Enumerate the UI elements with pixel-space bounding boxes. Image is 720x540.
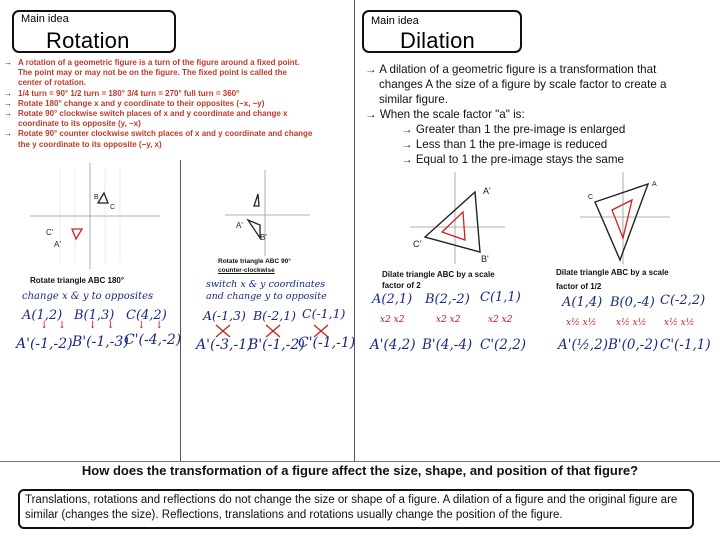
dilation-title: Dilation xyxy=(400,28,475,53)
rotation-example2-rule-line2: and change y to opposite xyxy=(206,291,327,302)
arrow-icon: → xyxy=(4,109,12,119)
dilation-example1-work-c: x2 x2 xyxy=(488,315,513,325)
answer-box: Translations, rotations and reflections do not change the size or shape of a figure. A dilation of a figure and the original figure are similar (changes the size). Reflections, translations and rotations usually change the position of the figure. xyxy=(18,489,694,529)
arrow-icon: → xyxy=(401,138,413,151)
dilation-example1-post-c: C'(2,2) xyxy=(480,337,527,353)
rotation-example1-post-b: B'(-1,-3) xyxy=(72,334,129,350)
rotation-note-line: A rotation of a geometric figure is a turn of the figure around a fixed point. xyxy=(18,58,300,67)
rotation-notes xyxy=(4,58,348,156)
dilation-example1-caption-line1: Dilate triangle ABC by a scale xyxy=(382,270,495,279)
question-heading: How does the transformation of a figure affect the size, shape, and position of that figure? xyxy=(81,463,639,478)
rotation-example2-post-b: B'(-1,-2) xyxy=(248,337,305,353)
dilation-note-line: similar figure. xyxy=(379,93,448,106)
rotation-note-line: The point may or may not be on the figure. The fixed point is called the xyxy=(18,68,287,78)
dilation-scale-half-graph xyxy=(560,172,720,267)
rotation-example1-pre-b: B(1,3) xyxy=(74,308,115,323)
dilation-note-line: Less than 1 the pre-image is reduced xyxy=(415,138,608,151)
dilation-example2-post-c: C'(-1,1) xyxy=(660,337,711,353)
dilation-example2-post-b: B'(0,-2) xyxy=(608,337,659,353)
arrow-icon: → xyxy=(401,123,413,136)
svg-text:C: C xyxy=(110,204,116,211)
svg-text:A': A' xyxy=(54,240,61,249)
dilation-example2-caption-line2: factor of 1/2 xyxy=(556,282,602,291)
rotation-note-line: coordinate to its opposite (y, −x) xyxy=(18,119,141,129)
rotation-main-label: Main idea xyxy=(21,13,69,25)
rotation-note-line: Rotate 90° counter clockwise switch places of x and y coordinate and change xyxy=(18,129,313,139)
rotation-example1-rule: change x & y to opposites xyxy=(22,291,154,302)
dilation-example1-pre-b: B(2,-2) xyxy=(425,292,470,307)
rotation-example1-pre-a: A(1,2) xyxy=(22,308,63,323)
dilation-example2-work-a: x½ x½ xyxy=(566,318,597,328)
arrow-icon: → xyxy=(4,88,12,98)
svg-text:B: B xyxy=(94,194,99,201)
dilation-note-line: Greater than 1 the pre-image is enlarged xyxy=(415,123,626,136)
rotation-example2-caption-line2: counter-clockwise xyxy=(218,267,275,274)
bottom-divider xyxy=(0,461,720,462)
rotation-example2-pre-b: B(-2,1) xyxy=(253,308,297,323)
arrow-icon: → xyxy=(4,98,12,108)
svg-text:B': B' xyxy=(481,254,489,264)
rotation-note-line: Rotate 90° clockwise switch places of x and y coordinate and change x xyxy=(18,109,288,119)
rotation-title: Rotation xyxy=(46,28,130,53)
triangle-abc xyxy=(595,184,648,260)
svg-text:B': B' xyxy=(260,233,267,242)
triangle-abc-image xyxy=(248,220,260,238)
triangle-abc xyxy=(442,212,465,240)
rotation-example1-post-a: A'(-1,-2) xyxy=(16,336,73,352)
rotation-note-line: 1/4 turn = 90° 1/2 turn = 180° 3/4 turn = 270° full turn = 360° xyxy=(18,88,240,98)
arrow-icon: → xyxy=(4,58,12,67)
dilation-example1-caption-line2: factor of 2 xyxy=(382,281,421,290)
rotation-example2-pre-a: A(-1,3) xyxy=(203,308,246,323)
arrow-icon: → xyxy=(401,153,413,166)
rotation-note-line: Rotate 180° change x and y coordinate to their opposites (−x, −y) xyxy=(18,98,265,108)
rotation-example2-rule-line1: switch x & y coordinates xyxy=(206,279,326,290)
dilation-example1-pre-a: A(2,1) xyxy=(372,292,413,307)
svg-text:A: A xyxy=(652,181,657,188)
arrow-icon: → xyxy=(365,63,377,76)
dilation-example1-pre-c: C(1,1) xyxy=(480,290,521,305)
dilation-example2-work-c: x½ x½ xyxy=(664,318,695,328)
dilation-example2-pre-c: C(-2,2) xyxy=(660,293,706,308)
rotation-example2-caption-line1: Rotate triangle ABC 90° xyxy=(218,258,291,265)
rotation-note-line: center of rotation. xyxy=(18,78,87,88)
svg-text:A': A' xyxy=(483,186,491,196)
rotation-example1-arrows: ↓ ↓ ↓ ↓ ↓ ↓ xyxy=(40,320,164,331)
rotation-example1-caption: Rotate triangle ABC 180° xyxy=(30,276,125,285)
dilation-example2-post-a: A'(½,2) xyxy=(558,337,608,353)
dilation-note-line: A dilation of a geometric figure is a transformation that xyxy=(379,63,657,76)
svg-text:C': C' xyxy=(46,228,54,237)
dilation-note-line: Equal to 1 the pre-image stays the same xyxy=(415,153,624,166)
dilation-scale-2-graph xyxy=(395,172,565,267)
svg-text:C: C xyxy=(588,194,594,201)
rotation-180-graph xyxy=(10,163,190,273)
rotation-note-line: the y coordinate to its opposite (−y, x) xyxy=(18,139,162,149)
dilation-example2-caption-line1: Dilate triangle ABC by a scale xyxy=(556,268,669,277)
rotation-example2-pre-c: C(-1,1) xyxy=(302,306,346,321)
rotation-example2-post-a: A'(-3,-1) xyxy=(196,337,253,353)
dilation-example2-work-b: x½ x½ xyxy=(616,318,647,328)
rotation-example1-post-c: C'(-4,-2) xyxy=(124,332,182,348)
dilation-example1-post-b: B'(4,-4) xyxy=(422,337,473,353)
svg-text:A': A' xyxy=(236,221,243,230)
dilation-main-label: Main idea xyxy=(371,15,419,27)
svg-text:C': C' xyxy=(413,239,422,249)
dilation-example1-work-a: x2 x2 xyxy=(380,315,405,325)
dilation-note-line: When the scale factor "a" is: xyxy=(379,108,525,121)
dilation-example1-work-b: x2 x2 xyxy=(436,315,461,325)
rotation-example1-pre-c: C(4,2) xyxy=(126,308,167,323)
triangle-abc xyxy=(254,194,259,206)
dilation-example2-pre-a: A(1,4) xyxy=(562,295,603,310)
arrow-icon: → xyxy=(4,129,12,139)
rotation-90-ccw-graph xyxy=(190,170,360,260)
dilation-example2-pre-b: B(0,-4) xyxy=(610,295,655,310)
triangle-abc-image xyxy=(612,200,632,238)
triangle-abc-image xyxy=(72,229,82,239)
dilation-notes xyxy=(365,62,710,167)
triangle-abc xyxy=(98,193,108,203)
dilation-example1-post-a: A'(4,2) xyxy=(370,337,416,353)
rotation-example2-post-c: C'(-1,-1) xyxy=(298,335,356,351)
arrow-icon: → xyxy=(365,108,377,121)
dilation-note-line: changes A the size of a figure by scale factor to create a xyxy=(379,78,667,91)
